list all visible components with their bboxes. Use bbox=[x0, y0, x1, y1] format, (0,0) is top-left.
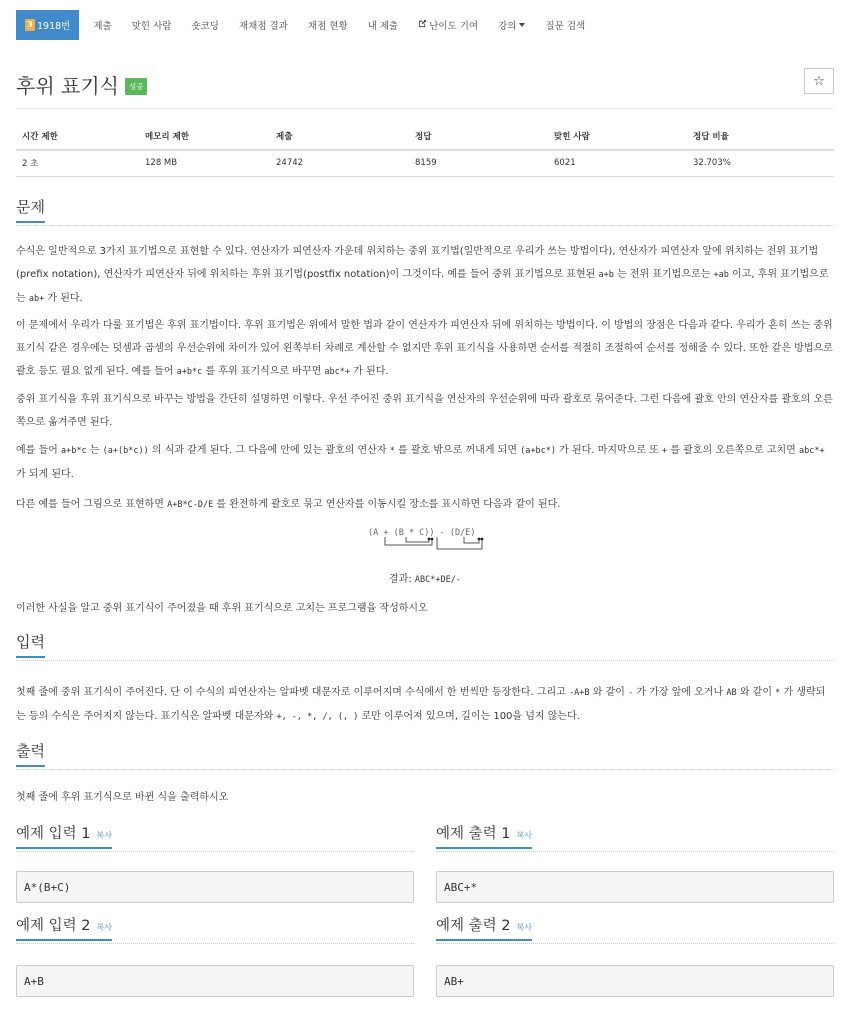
copy-link[interactable]: 복사 bbox=[96, 923, 112, 932]
description-paragraph-3: 중위 표기식을 후위 표기식으로 바꾸는 방법을 간단히 설명하면 이렇다. 우선 주어진 중위 표기식을 연산자의 우선순위에 따라 괄호로 묶어준다. 그런 다음에 괄호 안의 연산자를 괄호의 오른쪽으로 옮겨주면 된다. bbox=[16, 394, 833, 428]
result-label: 결과: bbox=[389, 574, 415, 585]
table-header: 시간 제한 bbox=[16, 122, 139, 150]
section-title-output: 출력 bbox=[16, 740, 45, 767]
caret-down-icon bbox=[519, 23, 525, 27]
nav-tab-difficulty-label: 난이도 기여 bbox=[429, 21, 479, 32]
section-sample-output-2 bbox=[436, 914, 834, 944]
output-description: 첫째 줄에 후위 표기식으로 바뀐 식을 출력하시오 bbox=[16, 792, 229, 803]
sample-input-2-title: 예제 입력 2 복사 bbox=[16, 914, 112, 941]
description-paragraph-5: 다른 예를 들어 그림으로 표현하면 A+B*C-D/E 를 완전하게 괄호로 묶고 연산자를 이동시킬 장소를 표시하면 다음과 같이 된다. bbox=[16, 499, 561, 510]
operator-move-figure bbox=[364, 522, 494, 560]
sample-output-2-title: 예제 출력 2 복사 bbox=[436, 914, 532, 941]
nav-tab-difficulty[interactable] bbox=[408, 10, 488, 40]
table-header: 맞힌 사람 bbox=[548, 122, 687, 150]
result-value: ABC*+DE/- bbox=[414, 575, 461, 585]
table-header: 메모리 제한 bbox=[139, 122, 270, 150]
page-title: 후위 표기식 bbox=[16, 73, 119, 98]
figure-expression: (A + (B * C)) - (D/E) bbox=[368, 528, 476, 538]
nav-tab-questions[interactable]: 질문 검색 bbox=[545, 21, 586, 32]
section-input bbox=[16, 631, 834, 661]
copy-link[interactable]: 복사 bbox=[516, 831, 532, 840]
nav-tab-submit[interactable]: 제출 bbox=[93, 21, 112, 32]
table-cell: 32.703% bbox=[687, 150, 834, 176]
section-sample-input-2 bbox=[16, 914, 414, 944]
table-cell: 128 MB bbox=[139, 150, 270, 176]
section-title-problem: 문제 bbox=[16, 196, 45, 223]
problem-nav bbox=[16, 10, 834, 40]
sample-output-2-box: AB+ bbox=[436, 965, 834, 997]
table-cell: 24742 bbox=[270, 150, 409, 176]
favorite-star-button[interactable] bbox=[804, 68, 834, 94]
nav-tab-shortcoding[interactable]: 숏코딩 bbox=[191, 21, 219, 32]
section-sample-input-1 bbox=[16, 822, 414, 852]
section-problem bbox=[16, 196, 834, 226]
sample-output-1-title: 예제 출력 1 복사 bbox=[436, 822, 532, 849]
section-sample-output-1 bbox=[436, 822, 834, 852]
table-cell: 8159 bbox=[409, 150, 548, 176]
table-header: 정답 비율 bbox=[687, 122, 834, 150]
nav-tab-problem[interactable] bbox=[16, 10, 79, 40]
table-header: 정답 bbox=[409, 122, 548, 150]
star-icon: ☆ bbox=[813, 73, 825, 89]
external-link-icon bbox=[418, 19, 427, 31]
divider bbox=[16, 108, 834, 109]
problem-header bbox=[16, 66, 834, 102]
section-output bbox=[16, 740, 834, 770]
sample-input-1-box: A*(B+C) bbox=[16, 871, 414, 903]
nav-tab-problem-label: 1918번 bbox=[37, 21, 71, 32]
description-paragraph-1: 수식은 일반적으로 3가지 표기법으로 표현할 수 있다. 연산자가 피연산자 가운데 위치하는 중위 표기법(일반적으로 우리가 쓰는 방법이다), 연산자가 피연산자 앞에 위치하는 전위 표기법(prefix notation), 연산자가 피연산자 뒤에 위치하는 후위 표기법(postfix notation)이 그것이다. 예를 들어 중위 표기법으로 표현된 a+b 는 전위 표기법으로는 +ab 이고, 후위 표기법으로는 ab+ 가 된다. bbox=[16, 246, 829, 304]
table-header-row bbox=[16, 122, 834, 150]
sample-input-2-box: A+B bbox=[16, 965, 414, 997]
table-cell: 6021 bbox=[548, 150, 687, 176]
table-cell: 2 초 bbox=[16, 150, 139, 176]
sample-input-1-title: 예제 입력 1 복사 bbox=[16, 822, 112, 849]
nav-tab-lectures-label: 강의 bbox=[498, 21, 517, 32]
description-paragraph-6: 이러한 사실을 알고 중위 표기식이 주어졌을 때 후위 표기식으로 고치는 프로그램을 작성하시오 bbox=[16, 603, 428, 614]
table-header: 제출 bbox=[270, 122, 409, 150]
problem-info-table bbox=[16, 122, 834, 177]
input-description: 첫째 줄에 중위 표기식이 주어진다. 단 이 수식의 피연산자는 알파벳 대문자로 이루어지며 수식에서 한 번씩만 등장한다. 그리고 -A+B 와 같이 - 가 가장 앞에 오거나 AB 와 같이 * 가 생략되는 등의 수식은 주어지지 않는다. 표기식은 알파벳 대문자와 +, -, *, /, (, ) 로만 이루어져 있으며, 길이는 100을 넘지 않는다. bbox=[16, 687, 826, 722]
copy-link[interactable]: 복사 bbox=[516, 923, 532, 932]
nav-tab-rejudge[interactable]: 재채점 결과 bbox=[238, 21, 288, 32]
nav-tab-solvers[interactable]: 맞힌 사람 bbox=[131, 21, 172, 32]
nav-tab-my-submissions[interactable]: 내 제출 bbox=[367, 21, 399, 32]
section-title-input: 입력 bbox=[16, 631, 45, 658]
figure-result bbox=[0, 570, 850, 585]
level-badge: 3 bbox=[25, 19, 35, 31]
description-paragraph-2: 이 문제에서 우리가 다룰 표기법은 후위 표기법이다. 후위 표기법은 위에서 말한 법과 같이 연산자가 피연산자 뒤에 위치하는 방법이다. 이 방법의 장점은 다음과 같다. 우리가 흔히 쓰는 중위 표기식 같은 경우에는 덧셈과 곱셈의 우선순위에 차이가 있어 왼쪽부터 차례로 계산할 수 없지만 후위 표기식을 사용하면 순서를 적절히 조절하여 순서를 정해줄 수 있다. 또한 같은 방법으로 괄호 등도 필요 없게 된다. 예를 들어 a+b*c 를 후위 표기식으로 바꾸면 abc*+ 가 된다. bbox=[16, 320, 833, 377]
sample-output-1-box: ABC+* bbox=[436, 871, 834, 903]
figure-svg bbox=[364, 522, 494, 560]
nav-tab-lectures[interactable] bbox=[488, 10, 535, 40]
table-row bbox=[16, 150, 834, 176]
copy-link[interactable]: 복사 bbox=[96, 831, 112, 840]
nav-tab-status[interactable]: 채점 현황 bbox=[307, 21, 348, 32]
status-badge: 성공 bbox=[125, 78, 148, 95]
description-paragraph-4: 예를 들어 a+b*c 는 (a+(b*c)) 의 식과 같게 된다. 그 다음에 안에 있는 괄호의 연산자 * 를 괄호 밖으로 꺼내게 되면 (a+bc*) 가 된다. 마지막으로 또 + 를 괄호의 오른쪽으로 고치면 abc*+ 가 되게 된다. bbox=[16, 445, 825, 480]
